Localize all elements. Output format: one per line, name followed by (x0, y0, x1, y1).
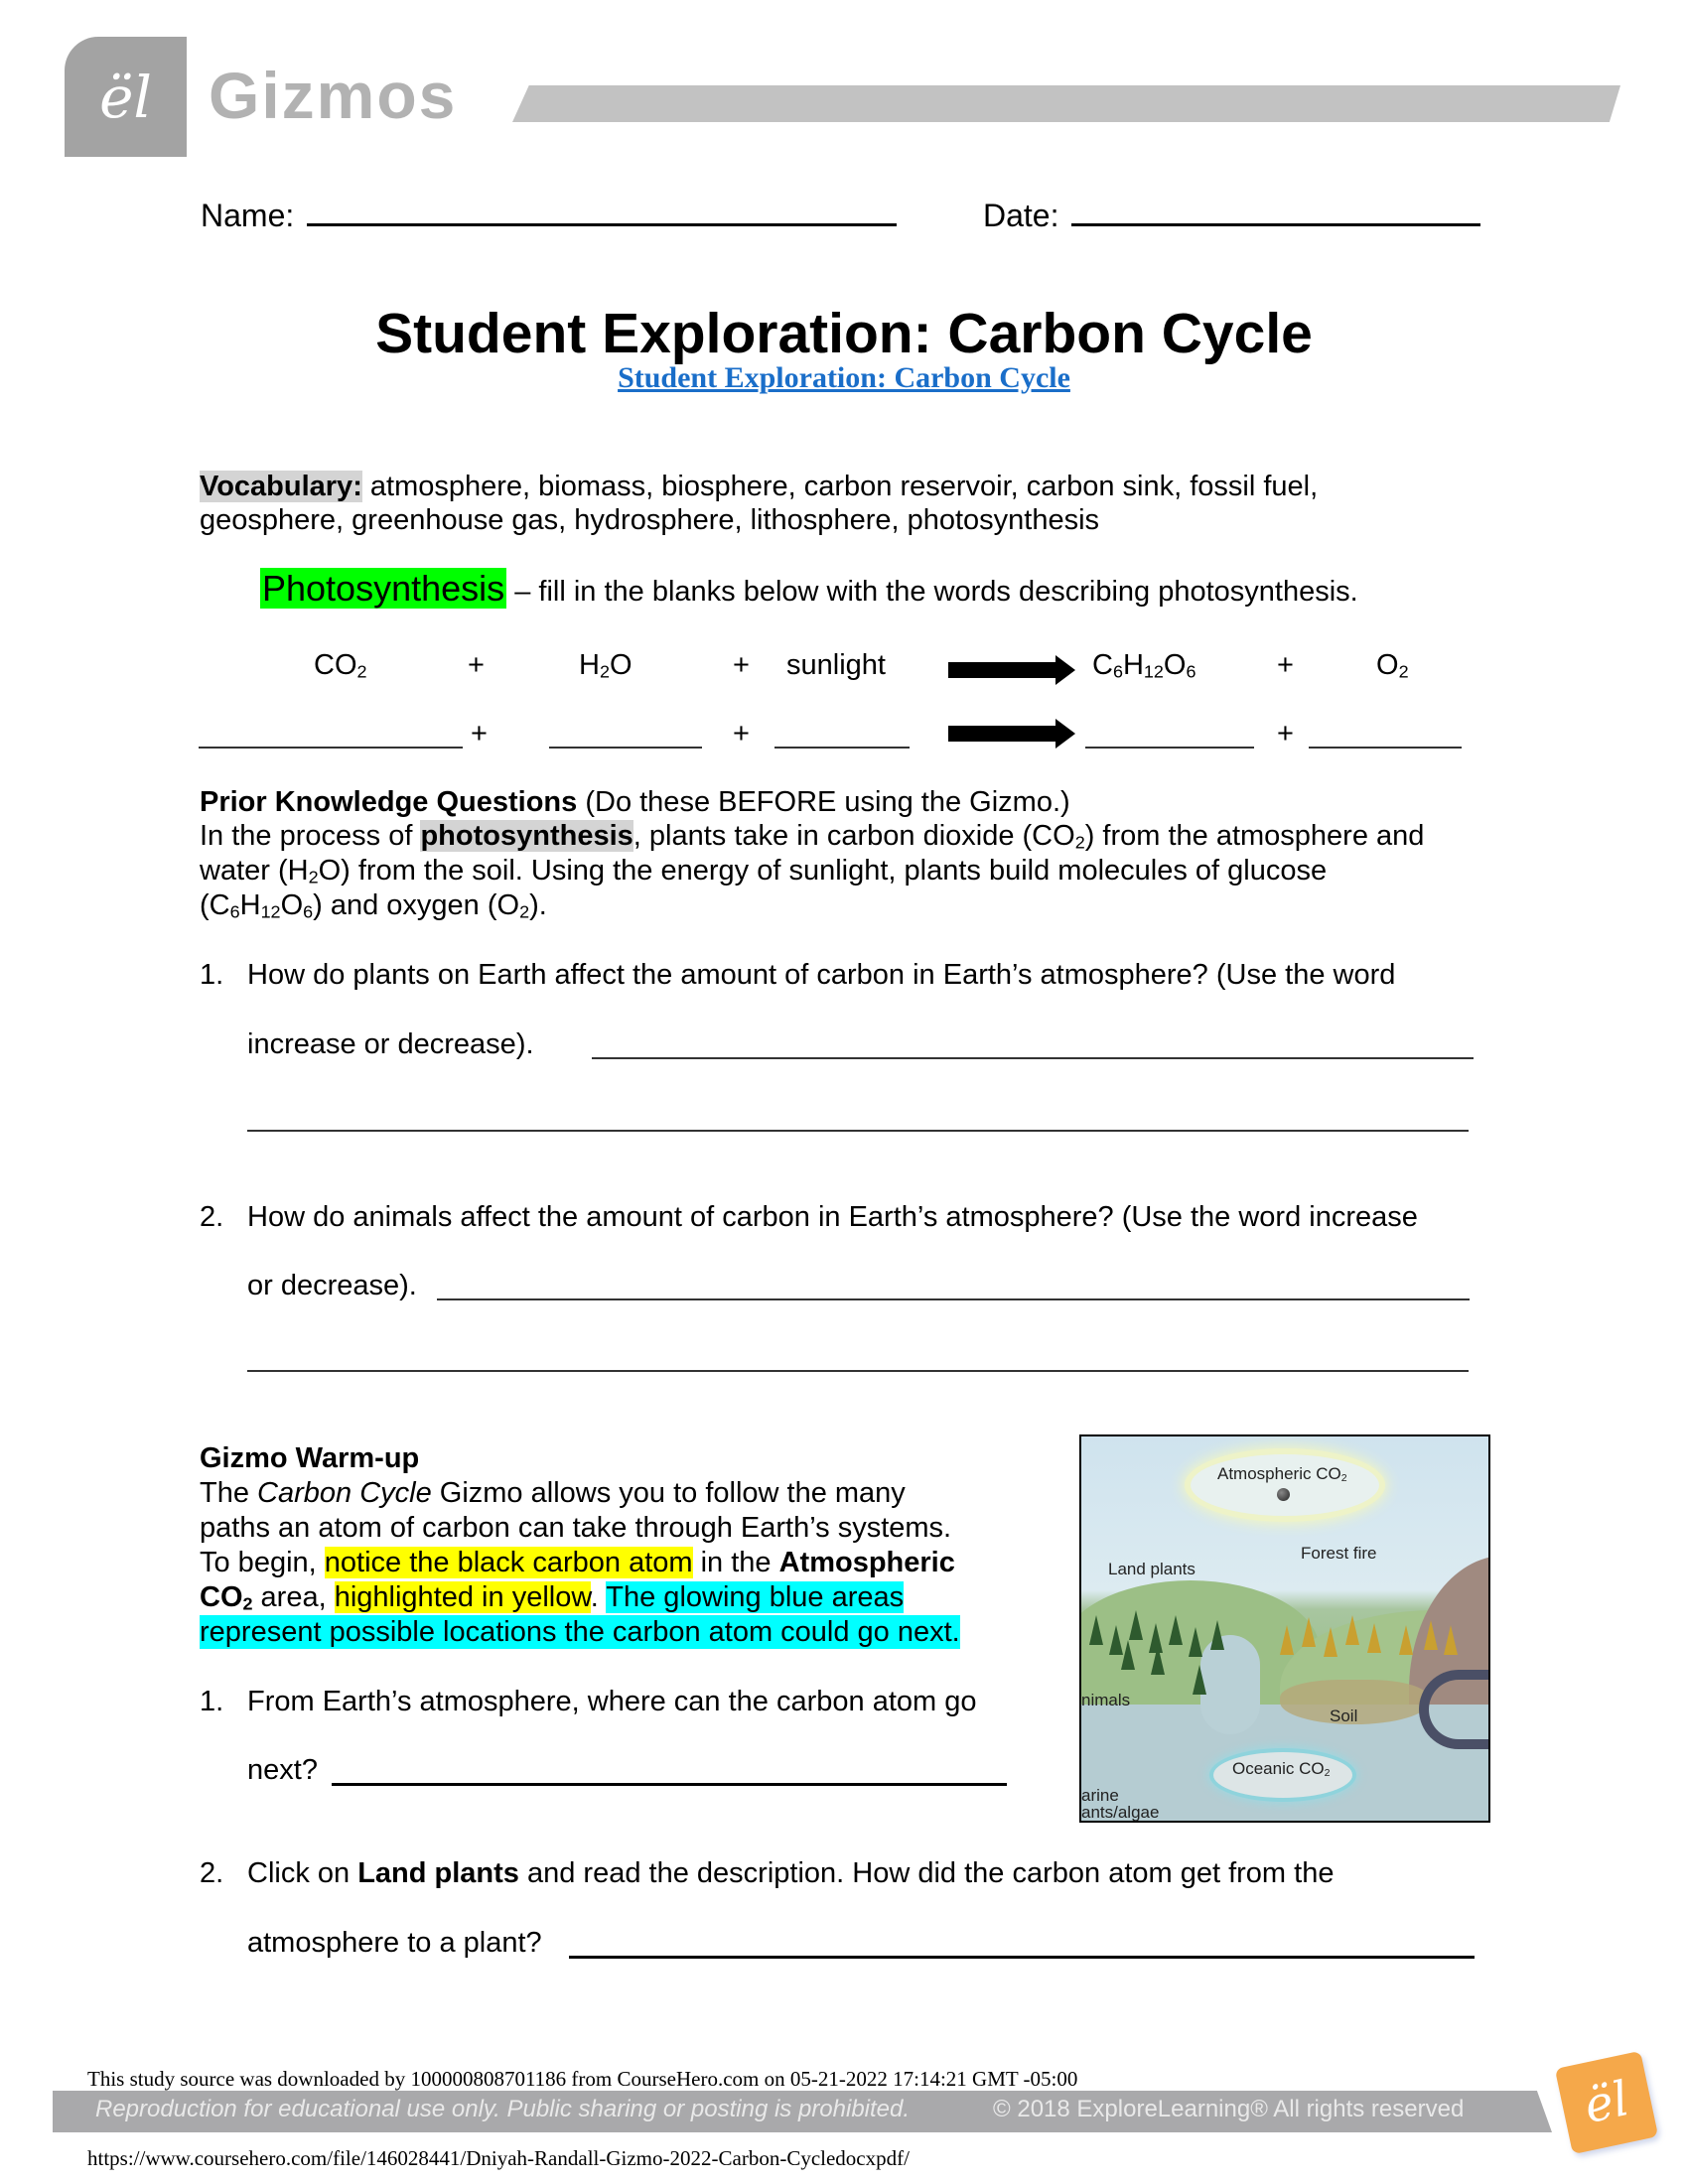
prior-knowledge-intro-2: water $(H_2O)$ from the soil. Using the energy of sunlight, plants build molecules of glucose (200, 855, 1328, 887)
blank-product-2[interactable] (1309, 717, 1462, 749)
date-label: Date: (983, 198, 1059, 233)
header-bar (512, 85, 1620, 122)
prior-knowledge-intro-3: $(C_6H_{12}O_6)$ and oxygen $(O_2)$. (200, 889, 547, 922)
source-url[interactable]: https://www.coursehero.com/file/146028441/Dniyah-Randall-Gizmo-2022-Carbon-Cycledocxpdf/ (87, 2146, 910, 2170)
label-marine-1: arine (1081, 1786, 1119, 1805)
explorelearning-footer-logo-icon: ёl (1555, 2051, 1658, 2154)
warmup-paragraph-line-5: represent possible locations the carbon atom could go next. (200, 1616, 960, 1648)
eq-blank-plus-1: + (471, 718, 488, 750)
eq-plus-3: + (1277, 649, 1294, 681)
yields-arrow-icon (948, 719, 1075, 749)
name-label: Name: (201, 198, 295, 233)
warmup-answer-1-blank[interactable] (332, 1753, 1007, 1786)
pk-question-2-line2: or decrease). (247, 1270, 417, 1301)
pk-question-1-text: How do plants on Earth affect the amount of carbon in Earth’s atmosphere? (Use the word (247, 959, 1396, 991)
warmup-paragraph-line-3: To begin, notice the black carbon atom in the Atmospheric (200, 1547, 955, 1578)
label-marine-2: ants/algae (1081, 1803, 1160, 1822)
label-soil: Soil (1330, 1706, 1358, 1725)
blank-reactant-2[interactable] (549, 717, 702, 749)
eq-plus-2: + (733, 649, 750, 681)
download-note: This study source was downloaded by 100000808701186 from CourseHero.com on 05-21-2022 17:14:21 GMT -05:00 (87, 2067, 1078, 2091)
pk-question-2-number: 2. (200, 1201, 224, 1233)
blank-reactant-1[interactable] (199, 717, 463, 749)
name-field[interactable] (201, 198, 897, 234)
eq-co2: $CO_2$ (314, 649, 367, 682)
label-animals: nimals (1081, 1691, 1131, 1709)
page-title: Student Exploration: Carbon Cycle (375, 302, 1313, 365)
warmup-heading: Gizmo Warm-up (200, 1442, 420, 1474)
warmup-answer-2-blank[interactable] (569, 1926, 1475, 1959)
warmup-paragraph-line-4: $CO_2$ area, highlighted in yellow. The glowing blue areas (200, 1581, 905, 1614)
warmup-question-1-text: From Earth’s atmosphere, where can the carbon atom go (247, 1686, 977, 1717)
eq-glucose: $C_6H_{12}O_6$ (1092, 649, 1196, 682)
label-forest-fire: Forest fire (1301, 1544, 1377, 1563)
warmup-paragraph-line-2: paths an atom of carbon can take through Earth’s systems. (200, 1512, 952, 1544)
photosynthesis-label: Photosynthesis (262, 568, 505, 609)
photosynthesis-instruction: Photosynthesis – fill in the blanks below with the words describing photosynthesis. (262, 568, 1358, 609)
date-field[interactable] (983, 198, 1480, 234)
explorelearning-logo-icon: ёl (99, 63, 152, 131)
blank-product-1[interactable] (1085, 717, 1254, 749)
date-blank[interactable] (1071, 221, 1480, 226)
pk-answer-2-blank-b[interactable] (247, 1340, 1469, 1372)
warmup-question-2-line2: atmosphere to a plant? (247, 1927, 542, 1959)
eq-h2o: $H_2O$ (579, 649, 633, 682)
warmup-question-2-number: 2. (200, 1857, 224, 1889)
eq-o2: $O_2$ (1376, 649, 1409, 682)
label-oceanic-co2: Oceanic $CO_2$ (1232, 1759, 1331, 1780)
vocabulary-line-2: geosphere, greenhouse gas, hydrosphere, lithosphere, photosynthesis (200, 504, 1100, 536)
pk-question-2-text: How do animals affect the amount of carbon in Earth’s atmosphere? (Use the word increase (247, 1201, 1418, 1233)
pk-question-1-number: 1. (200, 959, 224, 991)
blank-reactant-3[interactable] (774, 717, 910, 749)
brand-name: Gizmos (209, 59, 458, 132)
copyright-notice: © 2018 ExploreLearning® All rights reserved (993, 2096, 1465, 2122)
warmup-question-1-number: 1. (200, 1686, 224, 1717)
yields-arrow-icon (948, 655, 1075, 685)
eq-plus-1: + (468, 649, 485, 681)
eq-blank-plus-2: + (733, 718, 750, 750)
carbon-cycle-gizmo-image (1079, 1434, 1490, 1823)
label-land-plants: Land plants (1108, 1560, 1196, 1578)
prior-knowledge-heading: Prior Knowledge Questions (Do these BEFORE using the Gizmo.) (200, 786, 1070, 818)
vocabulary-line-1: Vocabulary: atmosphere, biomass, biosphere, carbon reservoir, carbon sink, fossil fuel, (200, 471, 1319, 502)
pk-answer-1-blank-a[interactable] (592, 1027, 1474, 1059)
carbon-atom-icon[interactable] (1277, 1488, 1290, 1501)
warmup-paragraph-line-1: The Carbon Cycle Gizmo allows you to follow the many (200, 1477, 906, 1509)
warmup-question-2-text: Click on Land plants and read the description. How did the carbon atom get from the (247, 1857, 1335, 1889)
warmup-question-1-line2: next? (247, 1754, 318, 1786)
pk-answer-2-blank-a[interactable] (437, 1269, 1470, 1300)
pk-question-1-line2: increase or decrease). (247, 1028, 534, 1060)
name-blank[interactable] (307, 221, 897, 226)
title-link[interactable]: Student Exploration: Carbon Cycle (618, 361, 1070, 394)
reproduction-notice: Reproduction for educational use only. Public sharing or posting is prohibited. (95, 2096, 911, 2122)
eq-sunlight: sunlight (786, 649, 886, 681)
pk-answer-1-blank-b[interactable] (247, 1100, 1469, 1132)
vocabulary-label: Vocabulary: (200, 471, 362, 502)
prior-knowledge-intro-1: In the process of photosynthesis, plants take in carbon dioxide $(CO_2)$ from the atmosphere and (200, 820, 1425, 853)
label-atmospheric-co2: Atmospheric $CO_2$ (1217, 1464, 1347, 1485)
eq-blank-plus-3: + (1277, 718, 1294, 750)
